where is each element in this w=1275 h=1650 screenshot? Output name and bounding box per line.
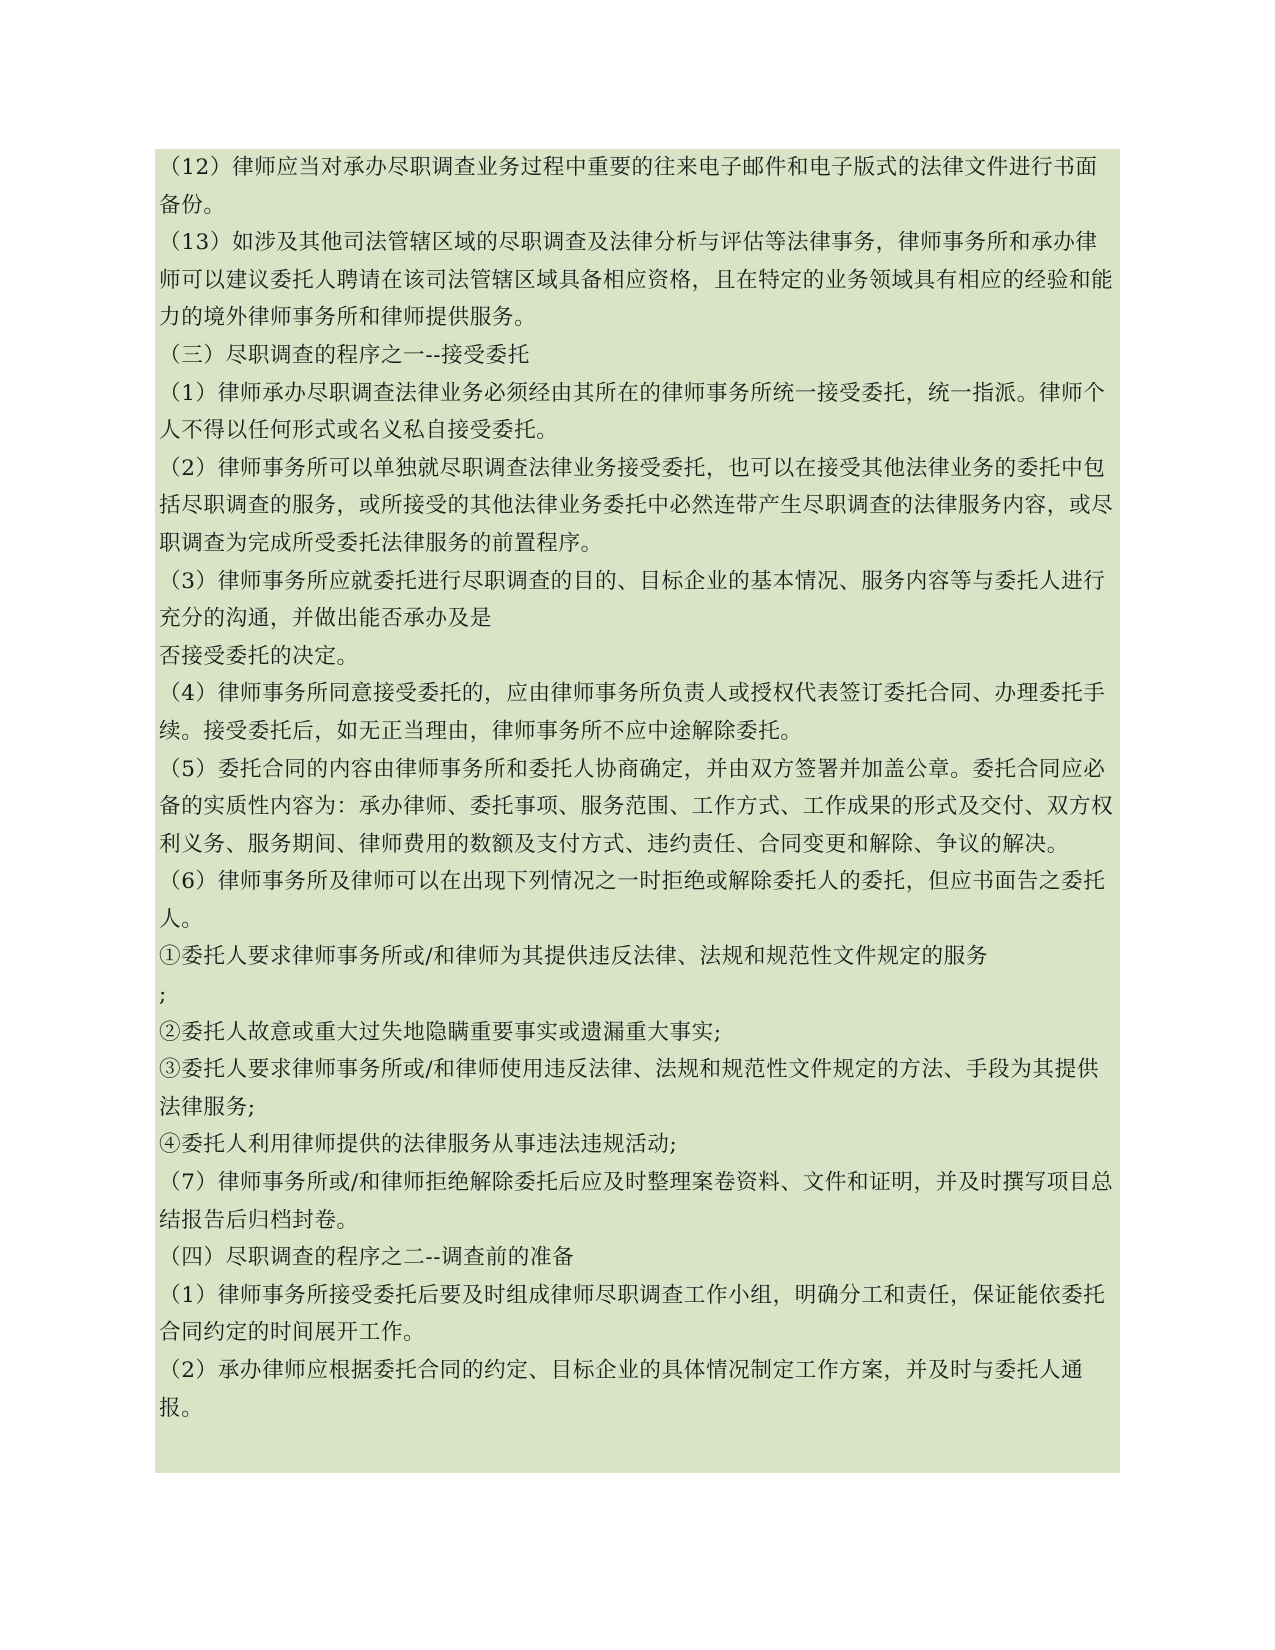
paragraph-item-2: （2）律师事务所可以单独就尽职调查法律业务接受委托，也可以在接受其他法律业务的委托中包括尽职调查的服务，或所接受的其他法律业务委托中必然连带产生尽职调查的法律服务内容，或尽职调查为完成所受委托法律服务的前置程序。 bbox=[159, 455, 1114, 556]
paragraph-item-6: （6）律师事务所及律师可以在出现下列情况之一时拒绝或解除委托人的委托，但应书面告之委托人。 bbox=[159, 869, 1106, 932]
paragraph-item-3-continued: 否接受委托的决定。 bbox=[159, 643, 359, 669]
list-item-circle-4: ④委托人利用律师提供的法律服务从事违法违规活动; bbox=[159, 1132, 678, 1158]
paragraph-prep-item-2: （2）承办律师应根据委托合同的约定、目标企业的具体情况制定工作方案，并及时与委托人通报。 bbox=[159, 1358, 1084, 1421]
paragraph-item-5: （5）委托合同的内容由律师事务所和委托人协商确定，并由双方签署并加盖公章。委托合同应必备的实质性内容为：承办律师、委托事项、服务范围、工作方式、工作成果的形式及交付、双方权利义务、服务期间、律师费用的数额及支付方式、违约责任、合同变更和解除、争议的解决。 bbox=[159, 756, 1114, 857]
paragraph-prep-item-1: （1）律师事务所接受委托后要及时组成律师尽职调查工作小组，明确分工和责任，保证能依委托合同约定的时间展开工作。 bbox=[159, 1282, 1106, 1346]
paragraph-item-7: （7）律师事务所或/和律师拒绝解除委托后应及时整理案卷资料、文件和证明，并及时撰写项目总结报告后归档封卷。 bbox=[159, 1170, 1114, 1233]
section-heading-preparation: （四）尽职调查的程序之二--调查前的准备 bbox=[159, 1245, 575, 1271]
paragraph-item-13: （13）如涉及其他司法管辖区域的尽职调查及法律分析与评估等法律事务，律师事务所和承办律师可以建议委托人聘请在该司法管辖区域具备相应资格，且在特定的业务领域具有相应的经验和能力的境外律师事务所和律师提供服务。 bbox=[159, 230, 1114, 331]
paragraph-item-3: （3）律师事务所应就委托进行尽职调查的目的、目标企业的基本情况、服务内容等与委托人进行充分的沟通，并做出能否承办及是 bbox=[159, 568, 1106, 632]
paragraph-item-12: （12）律师应当对承办尽职调查业务过程中重要的往来电子邮件和电子版式的法律文件进行书面备份。 bbox=[159, 155, 1098, 218]
list-item-circle-3: ③委托人要求律师事务所或/和律师使用违反法律、法规和规范性文件规定的方法、手段为其提供法律服务; bbox=[159, 1057, 1100, 1120]
list-item-circle-1-continued: ; bbox=[159, 982, 167, 1008]
paragraph-item-1: （1）律师承办尽职调查法律业务必须经由其所在的律师事务所统一接受委托，统一指派。律师个人不得以任何形式或名义私自接受委托。 bbox=[159, 380, 1106, 444]
section-heading-acceptance: （三）尽职调查的程序之一--接受委托 bbox=[159, 342, 530, 368]
highlighted-text-block bbox=[155, 149, 1120, 1473]
paragraph-item-4: （4）律师事务所同意接受委托的，应由律师事务所负责人或授权代表签订委托合同、办理委托手续。接受委托后，如无正当理由，律师事务所不应中途解除委托。 bbox=[159, 681, 1106, 744]
list-item-circle-1: ①委托人要求律师事务所或/和律师为其提供违反法律、法规和规范性文件规定的服务 bbox=[159, 944, 989, 970]
list-item-circle-2: ②委托人故意或重大过失地隐瞒重要事实或遗漏重大事实; bbox=[159, 1019, 722, 1045]
